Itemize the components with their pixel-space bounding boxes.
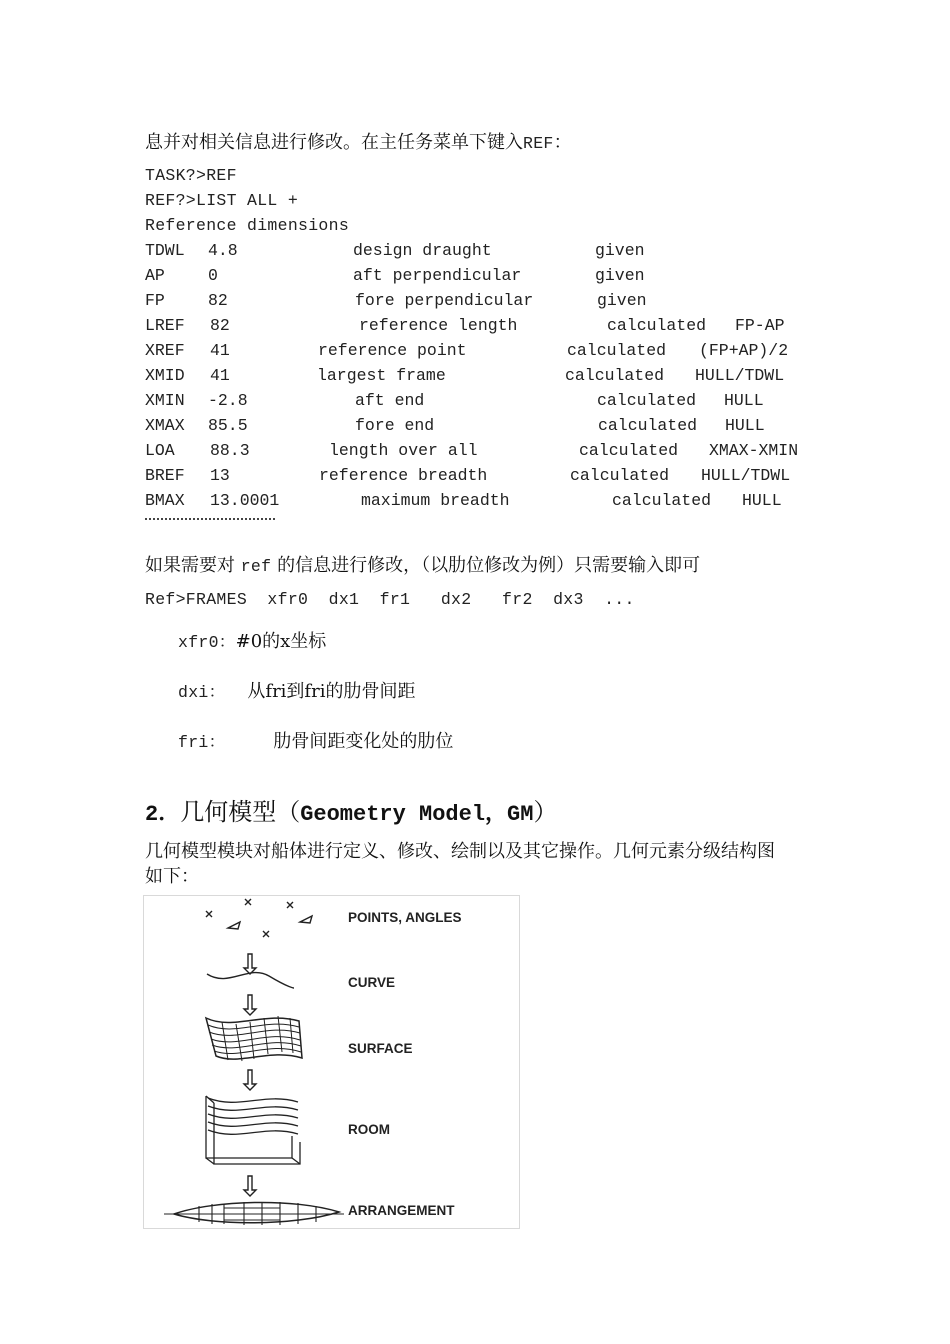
cell-desc: maximum breadth [361,491,510,510]
intro-suffix: ： [553,132,572,153]
cell-value: 4.8 [208,241,238,260]
cell-status: calculated [579,441,679,460]
cell-status: calculated [598,416,698,435]
modify-code: ref [240,557,272,576]
cell-note: HULL/TDWL [701,466,791,485]
cell-value: 0 [208,266,218,285]
section-title-close: ） [533,798,558,826]
geometry-hierarchy-figure [143,895,520,1229]
section-title-en: Geometry Model，GM [300,802,534,827]
cell-value: 41 [210,341,230,360]
label-points-angles: POINTS, ANGLES [348,910,462,925]
ellipsis-divider [145,518,275,520]
points-angles-glyphs [206,899,312,937]
console-line-task: TASK?>REF [145,166,237,185]
cell-note: XMAX-XMIN [709,441,799,460]
cell-desc: fore perpendicular [355,291,534,310]
cell-name: AP [145,266,165,285]
cell-status: calculated [597,391,697,410]
cell-desc: reference point [318,341,467,360]
cell-desc: length over all [329,441,478,460]
cell-value: 85.5 [208,416,248,435]
intro-text: 息并对相关信息进行修改。在主任务菜单下键入 [145,132,523,153]
cell-desc: fore end [355,416,435,435]
definition-code: fri： [178,733,226,752]
modify-text: 如果需要对 [145,555,235,576]
arrangement-glyph [164,1202,344,1225]
modify-suffix: 的信息进行修改，（以肋位修改为例）只需要输入即可 [277,555,701,576]
section-body-line1: 几何模型模块对船体进行定义、修改、绘制以及其它操作。几何元素分级结构图 [145,841,775,862]
cell-value: 41 [210,366,230,385]
label-curve: CURVE [348,975,396,990]
room-glyph [206,1096,300,1164]
definition-text: 从fri到fri的肋骨间距 [247,681,416,702]
cell-desc: aft perpendicular [353,266,522,285]
cell-value: 82 [210,316,230,335]
cell-status: given [597,291,647,310]
section-title-cn: 几何模型（ [180,798,301,826]
frames-command: Ref>FRAMES xfr0 dx1 fr1 dx2 fr2 dx3 ... [145,590,635,609]
section-heading [145,792,557,827]
arrow-icons [244,954,256,1196]
cell-note: HULL [742,491,782,510]
cell-desc: reference length [359,316,518,335]
cell-status: calculated [570,466,670,485]
cell-note: HULL/TDWL [695,366,785,385]
section-number: 2． [145,802,181,827]
cell-name: XREF [145,341,185,360]
cell-name: FP [145,291,165,310]
cell-note: (FP+AP)/2 [699,341,789,360]
cell-name: XMAX [145,416,185,435]
intro-code: REF [523,134,554,153]
cell-note: HULL [725,416,765,435]
cell-desc: aft end [355,391,425,410]
definition-fri [178,727,453,753]
surface-glyph [206,1016,302,1061]
definition-text: #0的x坐标 [235,631,327,652]
cell-desc: reference breadth [319,466,488,485]
intro-paragraph [145,128,572,154]
cell-value: 13.0001 [210,491,280,510]
definition-dxi [178,677,415,703]
cell-status: calculated [607,316,707,335]
cell-name: XMIN [145,391,185,410]
definition-code: dxi： [178,683,226,702]
hierarchy-diagram [144,896,519,1228]
cell-note: FP-AP [735,316,785,335]
cell-name: BMAX [145,491,185,510]
label-room: ROOM [348,1122,390,1137]
definition-code: xfr0： [178,633,236,652]
cell-value: 13 [210,466,230,485]
definition-text: 肋骨间距变化处的肋位 [273,731,454,752]
cell-name: TDWL [145,241,185,260]
cell-status: given [595,241,645,260]
cell-note: HULL [724,391,764,410]
cell-status: calculated [612,491,712,510]
cell-desc: largest frame [317,366,446,385]
cell-name: LREF [145,316,185,335]
cell-value: -2.8 [208,391,248,410]
console-line-list: REF?>LIST ALL + [145,191,299,210]
cell-status: calculated [567,341,667,360]
cell-desc: design draught [353,241,492,260]
cell-name: BREF [145,466,185,485]
modify-paragraph [145,551,700,577]
curve-glyph [207,973,294,988]
label-arrangement: ARRANGEMENT [348,1203,455,1218]
definition-xfr0 [178,627,326,653]
section-body-line2: 如下： [145,866,199,887]
label-surface: SURFACE [348,1041,413,1056]
cell-value: 88.3 [210,441,250,460]
cell-name: XMID [145,366,185,385]
cell-name: LOA [145,441,175,460]
console-line-header: Reference dimensions [145,216,350,235]
cell-status: calculated [565,366,665,385]
cell-status: given [595,266,645,285]
cell-value: 82 [208,291,228,310]
